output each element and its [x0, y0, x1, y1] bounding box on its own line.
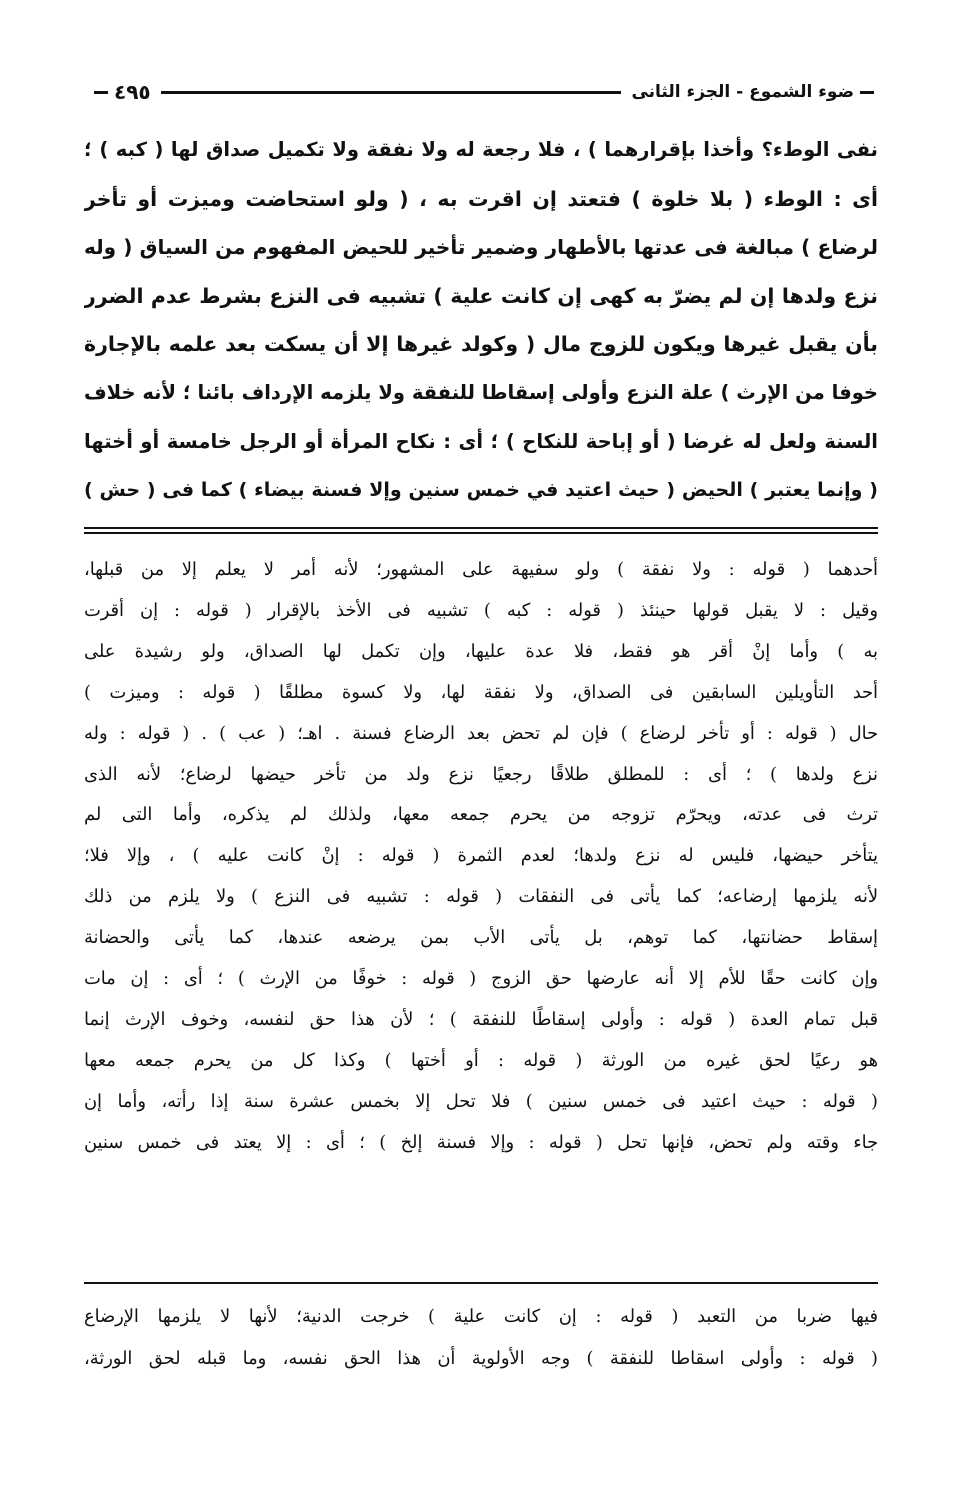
- commentary-line: قبل تمام العدة ( قوله : وأولى إسقاطًا للنفقة ) ؛ لأن هذا حق لنفسه، وخوف الإرث إنما: [84, 1008, 878, 1030]
- commentary-line: نزع ولدها ) ؛ أى : للمطلق طلاقًا رجعيًا نزع ولد من تأخر حيضها لرضاع؛ لأنه الذى: [84, 763, 878, 785]
- main-line: نفى الوطء؟ وأخذا بإقرارهما ) ، فلا رجعة له ولا نفقة ولا تكميل صداق لها ( كبه ) ؛: [84, 138, 878, 161]
- section-divider-single: [84, 1282, 878, 1284]
- running-title: ضوء الشموع - الجزء الثانى: [631, 82, 854, 102]
- commentary-line: أحدهما ( قوله : ولا نفقة ) ولو سفيهة على المشهور؛ لأنه أمر لا يعلم إلا من قبلها،: [84, 559, 878, 580]
- commentary-line: وقيل : لا يقبل قولها حينئذ ( قوله : كبه ) تشبيه فى الأخذ بالإقرار ( قوله : إن أقرت: [84, 599, 878, 621]
- header-rule: [161, 91, 622, 94]
- section-divider-double: [84, 527, 878, 534]
- page-number: ٤٩٥: [114, 80, 151, 104]
- main-line: بأن يقبل غيرها ويكون للزوج مال ( وكولد غيرها إلا أن يسكت بعد علمه بالإجارة: [84, 332, 878, 357]
- footnote-line: فيها ضربا من التعبد ( قوله : إن كانت علية ) خرجت الدنية؛ لأنها لا يلزمها الإرضاع: [84, 1306, 878, 1327]
- footnote-line: ( قوله : وأولى اسقاطا للنفقة ) وجه الأولوية أن هذا الحق نفسه، وما قبله لحق الورثة،: [84, 1348, 878, 1369]
- commentary-line: إسقاط حضانتها، كما توهم، بل يأتى الأب بمن يرضعه عندها، كما يأتى والحضانة: [84, 927, 878, 949]
- main-line: السنة ولعل له غرضا ( أو إباحة للنكاح ) ؛ أى : نكاح المرأة أو الرجل خامسة أو أختها: [84, 429, 878, 453]
- commentary-line: أحد التأويلين السابقين فى الصداق، ولا نفقة لها، ولا كسوة مطلقًا ( قوله : وميزت ): [84, 681, 878, 703]
- main-line: نزع ولدها إن لم يضرّ به كهى إن كانت علية ) تشبيه فى النزع بشرط عدم الضرر: [84, 283, 878, 308]
- commentary-line: هو رعيًا لحق غيره من الورثة ( قوله : أو أختها ) وكذا كل من يحرم جمعه معها: [84, 1049, 878, 1071]
- main-text: [84, 126, 878, 515]
- page-header: [88, 78, 880, 106]
- commentary-line: به ) وأما إنْ أقر هو فقط، فلا عدة عليها، وإن تكمل لها الصداق، ولو رشيدة على: [84, 640, 878, 662]
- commentary-line: لأنه يلزمها إرضاعه؛ كما يأتى فى النفقات ( قوله : تشبيه فى النزع ) ولا يلزم من ذلك: [84, 886, 878, 908]
- commentary-line: جاء وقته ولم تحض، فإنها تحل ( قوله : وإلا فسنة إلخ ) ؛ أى : إلا يعتد فى خمس سنين: [84, 1131, 878, 1153]
- header-dash-right: [860, 91, 874, 94]
- commentary-line: يتأخر حيضها، فليس له نزع ولدها؛ لعدم الثمرة ( قوله : إنْ كانت عليه ) ، وإلا فلا؛: [84, 845, 878, 867]
- commentary-line: ( قوله : حيث اعتيد فى خمس سنين ) فلا تحل إلا بخمس عشرة سنة إذا رأته، وأما إن: [84, 1090, 878, 1112]
- footnote-text: [84, 1296, 878, 1380]
- commentary-line: ترث فى عدته، ويحرّم تزوجه من يحرم جمعه معها، ولذلك لم يذكره، وأما التى لم: [84, 804, 878, 826]
- main-line: خوفا من الإرث ) علة النزع وأولى إسقاطا للنفقة ولا يلزمه الإرداف بائنا ؛ لأنه خلاف: [84, 380, 878, 404]
- commentary-line: حال ( قوله : أو تأخر لرضاع ) فإن لم تحض بعد الرضاع فسنة . اهـ؛ ( عب ) . ( قوله : وله: [84, 722, 878, 744]
- main-line: ( وإنما يعتبر ) الحيض ( حيث اعتيد في خمس سنين وإلا فسنة بيضاء ) كما فى ( حش ): [84, 479, 878, 502]
- header-dash-left: [94, 91, 108, 94]
- main-line: أى : الوطء ( بلا خلوة ) فتعتد إن اقرت به ، ( ولو استحاضت وميزت أو تأخر: [84, 186, 878, 211]
- main-line: لرضاع ) مبالغة فى عدتها بالأطهار وضمير تأخير للحيض المفهوم من السياق ( وله: [84, 235, 878, 260]
- commentary-line: وإن كانت حقًا للأم إلا أنه عارضها حق الزوج ( قوله : خوفًا من الإرث ) ؛ أى : إن مات: [84, 968, 878, 990]
- commentary-text: [84, 550, 878, 1164]
